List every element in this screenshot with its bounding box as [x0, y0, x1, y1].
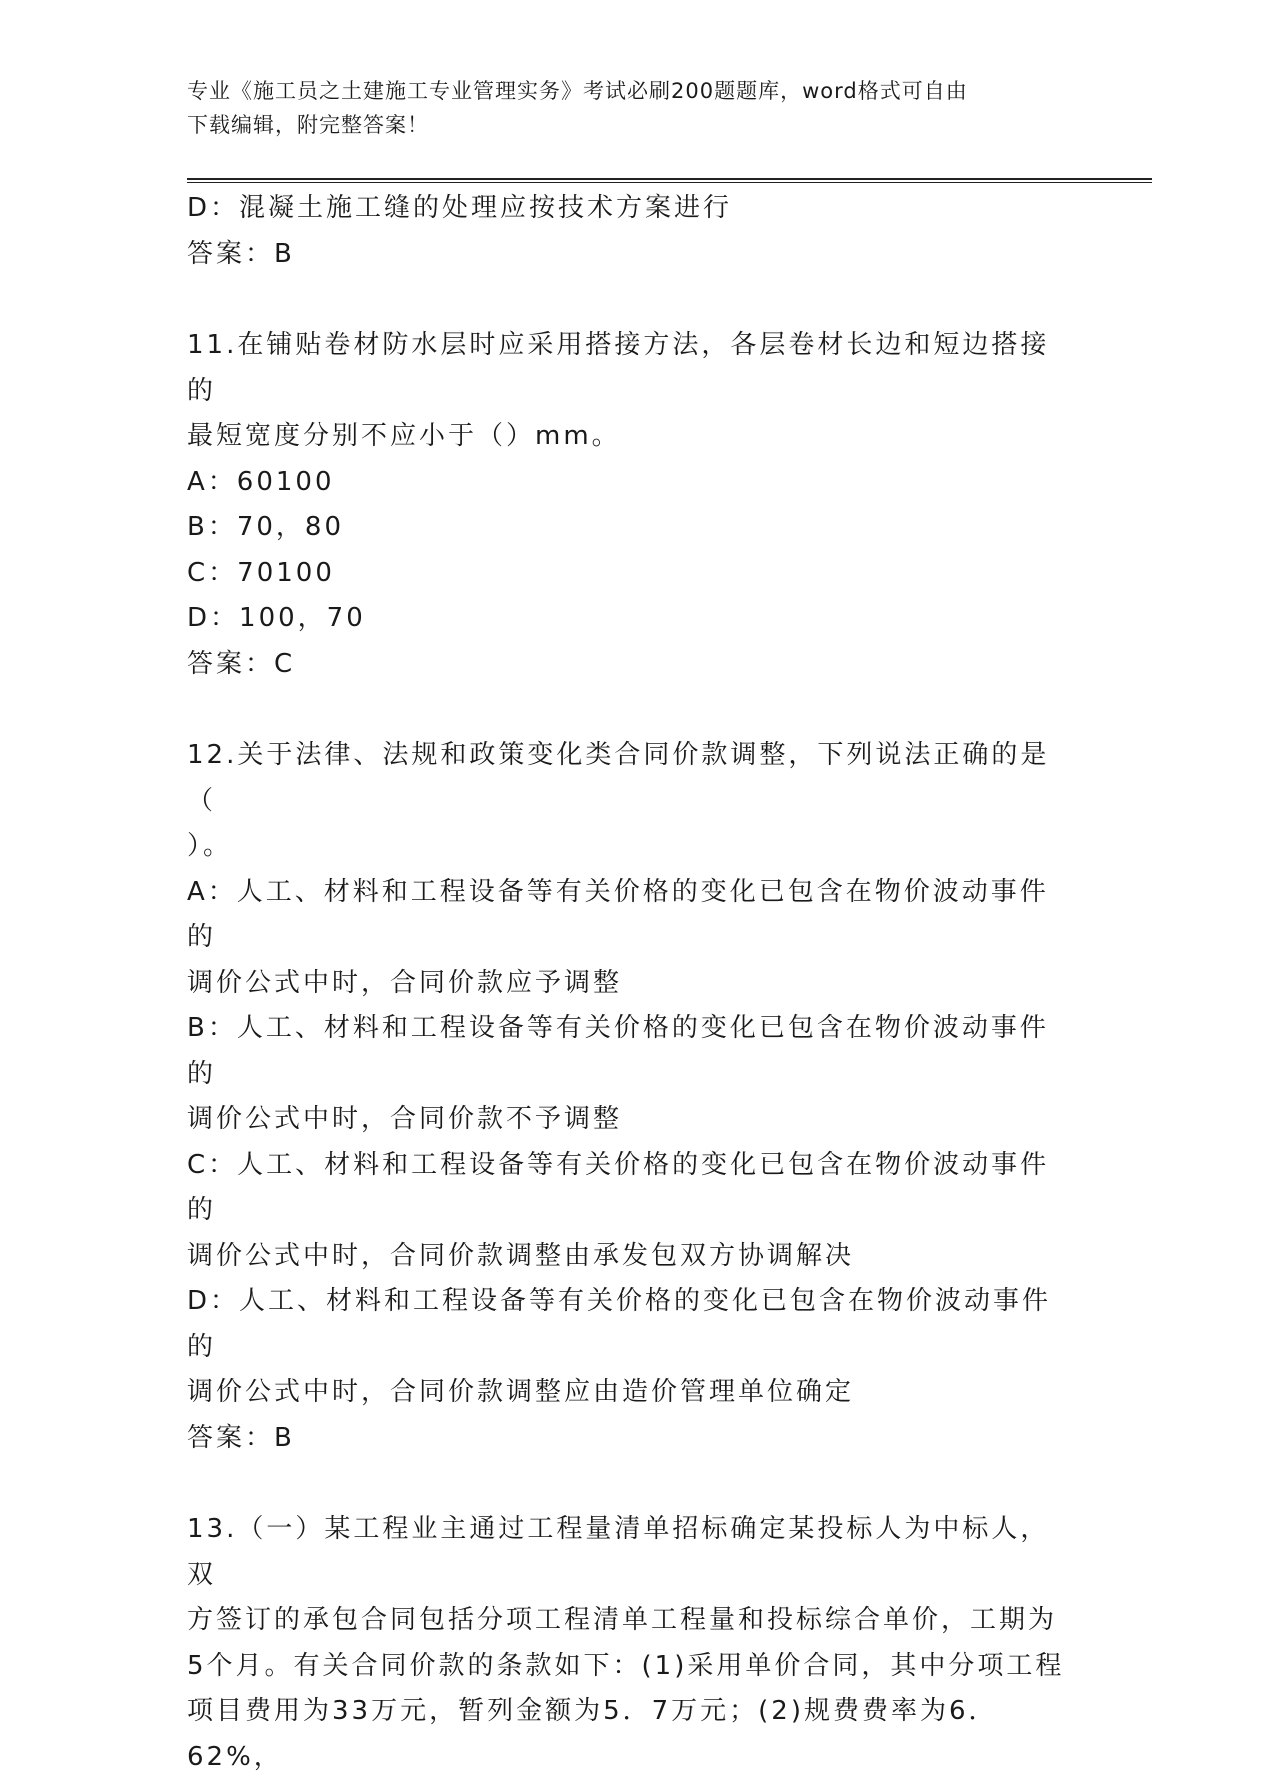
spacer	[187, 687, 1077, 733]
option-d: D：人工、材料和工程设备等有关价格的变化已包含在物价波动事件的	[187, 1286, 1052, 1362]
option-d: 调价公式中时，合同价款调整应由造价管理单位确定	[187, 1377, 855, 1407]
answer: 答案：B	[187, 238, 295, 269]
question-stem: 12.关于法律、法规和政策变化类合同价款调整，下列说法正确的是（	[187, 740, 1050, 816]
option-a: A：人工、材料和工程设备等有关价格的变化已包含在物价波动事件的	[187, 876, 1049, 952]
option-b: B：人工、材料和工程设备等有关价格的变化已包含在物价波动事件的	[187, 1013, 1049, 1089]
header-line-1: 专业《施工员之土建施工专业管理实务》考试必刷200题题库，word格式可自由	[187, 79, 968, 103]
header-divider	[187, 178, 1152, 183]
question-12	[187, 733, 1077, 1461]
option-b: B：70，80	[187, 512, 345, 542]
answer: 答案：B	[187, 1422, 295, 1453]
answer: 答案：C	[187, 648, 296, 679]
question-11	[187, 323, 1077, 687]
question-stem: 13.（一）某工程业主通过工程量清单招标确定某投标人为中标人，双	[187, 1514, 1050, 1590]
option-a: 调价公式中时，合同价款应予调整	[187, 967, 623, 998]
question-stem: 5个月。有关合同价款的条款如下：(1)采用单价合同，其中分项工程	[187, 1650, 1065, 1681]
header-line-2: 下载编辑，附完整答案！	[187, 113, 429, 137]
question-stem: ）。	[187, 831, 233, 861]
question-10-tail	[187, 186, 1077, 277]
option-b: 调价公式中时，合同价款不予调整	[187, 1104, 623, 1134]
question-stem: 最短宽度分别不应小于（）mm。	[187, 421, 621, 451]
option-d: D：100，70	[187, 603, 366, 633]
question-stem: 11.在铺贴卷材防水层时应采用搭接方法，各层卷材长边和短边搭接的	[187, 330, 1050, 406]
document-body	[187, 186, 1077, 1780]
question-stem: 方签订的承包合同包括分项工程清单工程量和投标综合单价，工期为	[187, 1605, 1058, 1635]
question-13	[187, 1507, 1077, 1780]
option-d: D：混凝土施工缝的处理应按技术方案进行	[187, 193, 733, 223]
spacer	[187, 1461, 1077, 1507]
option-c: C：人工、材料和工程设备等有关价格的变化已包含在物价波动事件的	[187, 1149, 1050, 1225]
option-c: 调价公式中时，合同价款调整由承发包双方协调解决	[187, 1240, 855, 1271]
question-stem: 项目费用为33万元，暂列金额为5．7万元；(2)规费费率为6．62%，	[187, 1696, 998, 1772]
spacer	[187, 277, 1077, 323]
option-a: A：60100	[187, 466, 335, 497]
option-c: C：70100	[187, 557, 335, 588]
document-header	[187, 74, 1067, 142]
